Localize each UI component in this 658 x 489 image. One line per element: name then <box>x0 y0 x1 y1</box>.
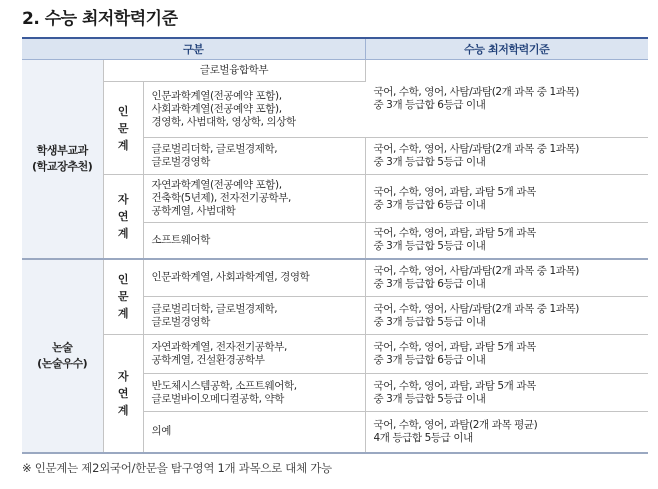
subgroup-inmun: 인 문 계 <box>103 259 143 335</box>
criteria-cell: 국어, 수학, 영어, 과탐, 과탐 5개 과목 중 3개 등급합 5등급 이내 <box>365 374 648 412</box>
criteria-cell: 국어, 수학, 영어, 과탐, 과탐 5개 과목 중 3개 등급합 5등급 이내 <box>365 223 648 259</box>
criteria-cell: 국어, 수학, 영어, 사탐/과탐(2개 과목 중 1과목) 중 3개 등급합 5등급 이내 <box>365 138 648 175</box>
group-name-gyogwa: 학생부교과 (학교장추천) <box>22 60 103 259</box>
criteria-cell: 국어, 수학, 영어, 사탐/과탐(2개 과목 중 1과목) 중 3개 등급합 5등급 이내 <box>365 297 648 335</box>
dept-cell: 자연과학계열(전공예약 포함), 건축학(5년제), 전자전기공학부, 공학계열, 사범대학 <box>143 175 365 223</box>
page-title: 2. 수능 최저학력기준 <box>22 9 178 29</box>
subgroup-jayeon: 자 연 계 <box>103 335 143 453</box>
criteria-cell: 국어, 수학, 영어, 과탐, 과탐 5개 과목 중 3개 등급합 6등급 이내 <box>365 335 648 374</box>
table-row <box>22 335 648 374</box>
criteria-cell: 국어, 수학, 영어, 사탐/과탐(2개 과목 중 1과목) 중 3개 등급합 6등급 이내 <box>365 60 648 138</box>
table-header-row <box>22 38 648 60</box>
dept-cell: 소프트웨어학 <box>143 223 365 259</box>
table-row <box>22 175 648 223</box>
table-row <box>22 259 648 297</box>
criteria-cell: 국어, 수학, 영어, 과탐(2개 과목 평균) 4개 등급합 5등급 이내 <box>365 412 648 453</box>
table-row <box>22 60 648 82</box>
criteria-cell: 국어, 수학, 영어, 사탐/과탐(2개 과목 중 1과목) 중 3개 등급합 6등급 이내 <box>365 259 648 297</box>
dept-cell: 글로벌융합학부 <box>103 60 365 82</box>
group-name-nonsul: 논술 (논술우수) <box>22 259 103 453</box>
footnote: ※ 인문계는 제2외국어/한문을 탐구영역 1개 과목으로 대체 가능 <box>22 461 332 475</box>
dept-cell: 자연과학계열, 전자전기공학부, 공학계열, 건설환경공학부 <box>143 335 365 374</box>
dept-cell: 인문과학계열, 사회과학계열, 경영학 <box>143 259 365 297</box>
dept-cell: 글로벌리더학, 글로벌경제학, 글로벌경영학 <box>143 297 365 335</box>
dept-cell: 인문과학계열(전공예약 포함), 사회과학계열(전공예약 포함), 경영학, 사범대학, 영상학, 의상학 <box>143 82 365 138</box>
header-criteria: 수능 최저학력기준 <box>365 38 648 60</box>
header-category: 구분 <box>22 38 365 60</box>
criteria-cell: 국어, 수학, 영어, 과탐, 과탐 5개 과목 중 3개 등급합 6등급 이내 <box>365 175 648 223</box>
dept-cell: 글로벌리더학, 글로벌경제학, 글로벌경영학 <box>143 138 365 175</box>
dept-cell: 반도체시스템공학, 소프트웨어학, 글로벌바이오메디컬공학, 약학 <box>143 374 365 412</box>
subgroup-jayeon: 자 연 계 <box>103 175 143 259</box>
dept-cell: 의예 <box>143 412 365 453</box>
criteria-table <box>22 37 648 454</box>
subgroup-inmun: 인 문 계 <box>103 82 143 175</box>
